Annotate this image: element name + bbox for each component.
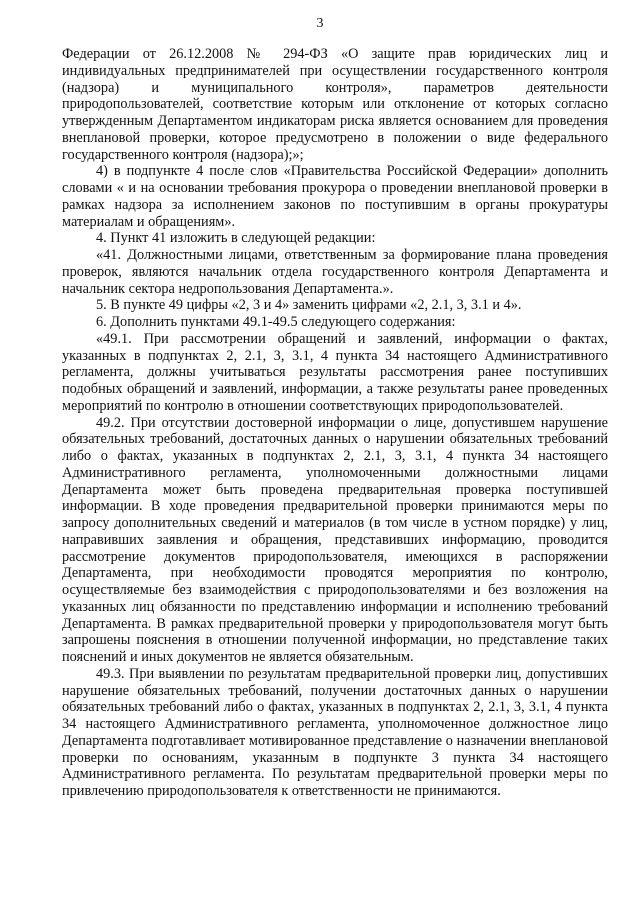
paragraph-item-49-3: 49.3. При выявлении по результатам предварительной проверки лиц, допустивших нарушение обязательных требований, получении достаточных данных о нарушении обязательных требований либо о фактах, указанных в подпунктах 2, 2.1, 3, 3.1, 4 пункта 34 настоящего Административного регламента, уполномоченное должностное лицо Департамента подготавливает мотивированное представление о назначении внеплановой проверки по основаниям, указанным в подпункте 3 пункта 34 настоящего Административного регламента. По результатам предварительной проверки меры по привлечению природопользователя к ответственности не принимаются. [62,665,608,799]
paragraph-item-4: 4. Пункт 41 изложить в следующей редакции: [96,230,376,247]
paragraph-continuation: Федерации от 26.12.2008 № 294-ФЗ «О защите прав юридических лиц и индивидуальных предпринимателей при осуществлении государственного контроля (надзора) и муниципального контроля», параметров деятельности природопользователей, соответствие которым или отклонение от которых согласно утвержденным Департаментом индикаторам риска является основанием для проведения внеплановой проверки, которое предусмотрено в положении о виде федерального государственного контроля (надзора);»; [62,46,608,163]
paragraph-item-49-1: «49.1. При рассмотрении обращений и заявлений, информации о фактах, указанных в подпунктах 2, 2.1, 3, 3.1, 4 пункта 34 настоящего Административного регламента, должны учитываться результаты рассмотрения ранее поступивших подобных обращений и заявлений, информации, а также результаты ранее проведенных мероприятий по контролю в отношении соответствующих природопользователей. [62,330,608,414]
paragraph-item-41: «41. Должностными лицами, ответственным за формирование плана проведения проверок, являются начальник отдела государственного контроля Департамента и начальник сектора недропользования Департамента.». [62,247,608,297]
page-number: 3 [316,16,324,31]
document-body [62,46,608,800]
paragraph-item-6: 6. Дополнить пунктами 49.1-49.5 следующего содержания: [96,314,456,330]
paragraph-subitem-4: 4) в подпункте 4 после слов «Правительства Российской Федерации» дополнить словами « и на основании требования прокурора о проведении внеплановой проверки в рамках надзора за исполнением законов по поступившим в органы прокуратуры материалам и обращениям». [62,163,608,230]
paragraph-item-5: 5. В пункте 49 цифры «2, 3 и 4» заменить цифрами «2, 2.1, 3, 3.1 и 4». [96,297,522,314]
paragraph-item-49-2: 49.2. При отсутствии достоверной информации о лице, допустившем нарушение обязательных требований, достаточных данных о нарушении обязательных требований либо о фактах, указанных в подпунктах 2, 2.1, 3, 3.1, 4 пункта 34 настоящего Административного регламента, уполномоченными должностными лицами Департамента может быть проведена предварительная проверка поступившей информации. В ходе проведения предварительной проверки принимаются меры по запросу дополнительных сведений и материалов (в том числе в устном порядке) у лиц, направивших заявления и обращения, представивших информацию, проводится рассмотрение документов природопользователя, имеющихся в распоряжении Департамента, при необходимости проводятся мероприятия по контролю, осуществляемые без взаимодействия с природопользователями и без возложения на указанных лиц обязанности по представлению информации и исполнению требований Департамента. В рамках предварительной проверки у природопользователя могут быть запрошены пояснения в отношении полученной информации, но представление таких пояснений и иных документов не является обязательным. [62,414,608,665]
